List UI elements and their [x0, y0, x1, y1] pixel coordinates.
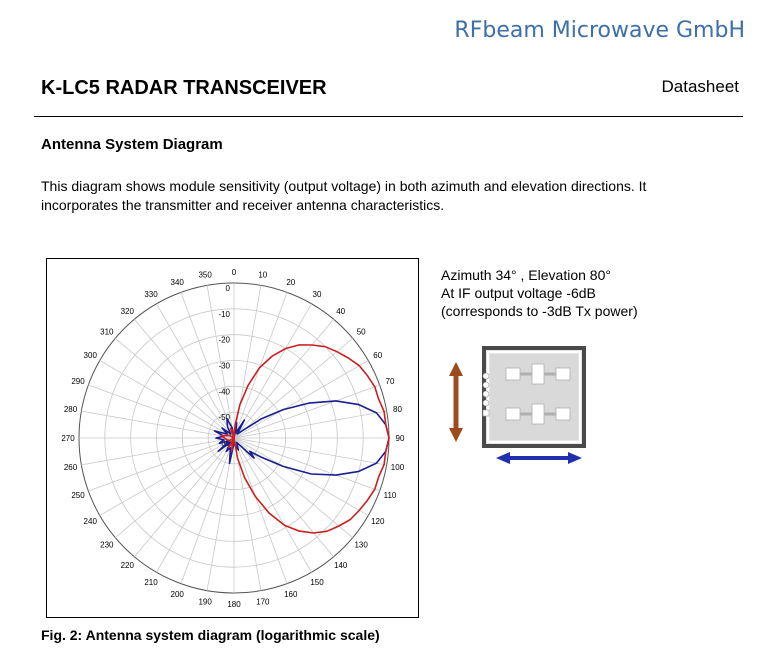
- angle-tick-label: 110: [383, 490, 397, 500]
- angle-tick-label: 180: [227, 600, 241, 609]
- figure-caption: Fig. 2: Antenna system diagram (logarithmic scale): [41, 627, 380, 643]
- company-name: RFbeam Microwave GmbH: [454, 18, 745, 43]
- radial-tick-label: -10: [218, 309, 230, 319]
- angle-tick-label: 40: [336, 306, 346, 316]
- angle-tick-label: 70: [385, 377, 395, 387]
- angle-tick-label: 10: [258, 270, 268, 280]
- angle-tick-label: 160: [284, 589, 298, 599]
- radial-tick-label: -20: [218, 335, 230, 345]
- radial-tick-label: -30: [218, 361, 230, 371]
- antenna-polar-chart: [47, 259, 418, 617]
- angle-tick-label: 190: [198, 597, 212, 607]
- angle-tick-label: 30: [312, 290, 322, 300]
- angle-tick-label: 80: [393, 405, 402, 415]
- module-orientation-diagram: [446, 344, 591, 474]
- angle-tick-label: 120: [371, 517, 385, 526]
- angle-tick-label: 210: [144, 577, 158, 587]
- angle-tick-label: 320: [120, 306, 134, 316]
- angle-tick-label: 300: [83, 351, 97, 360]
- angle-tick-label: 250: [71, 490, 85, 500]
- angle-tick-label: 50: [356, 327, 366, 337]
- radial-tick-label: -40: [218, 387, 230, 397]
- angle-tick-label: 340: [170, 278, 184, 288]
- angle-tick-label: 290: [71, 377, 85, 387]
- beamwidth-note: Azimuth 34° , Elevation 80°: [441, 267, 611, 283]
- angle-tick-label: 90: [395, 434, 405, 443]
- antenna-notes: [441, 266, 638, 320]
- angle-tick-label: 280: [63, 405, 78, 415]
- header-divider: [34, 116, 743, 117]
- angle-tick-label: 350: [198, 270, 212, 280]
- angle-tick-label: 330: [144, 290, 158, 300]
- angle-tick-label: 240: [83, 517, 97, 526]
- polar-chart-frame: [46, 258, 419, 618]
- angle-tick-label: 270: [61, 434, 75, 443]
- angle-tick-label: 220: [120, 561, 134, 571]
- angle-tick-label: 150: [310, 577, 324, 587]
- document-type: Datasheet: [661, 77, 739, 96]
- angle-tick-label: 130: [354, 540, 368, 550]
- radial-tick-label: -50: [218, 413, 230, 423]
- voltage-note: At IF output voltage -6dB: [441, 285, 596, 301]
- angle-tick-label: 200: [170, 589, 184, 599]
- description-paragraph: This diagram shows module sensitivity (output voltage) in both azimuth and elevation directions. It incorporates the transmitter and receiver antenna characteristics.: [41, 178, 647, 213]
- product-title: K-LC5 RADAR TRANSCEIVER: [41, 77, 327, 99]
- angle-tick-label: 170: [256, 597, 270, 607]
- angle-tick-label: 60: [373, 351, 383, 360]
- elevation-arrow-icon: [449, 362, 463, 442]
- angle-tick-label: 230: [100, 540, 114, 550]
- tx-power-note: (corresponds to -3dB Tx power): [441, 303, 638, 319]
- angle-tick-label: 140: [334, 561, 348, 571]
- section-title: Antenna System Diagram: [41, 136, 223, 153]
- angle-tick-label: 310: [100, 327, 114, 337]
- radial-tick-label: -60: [218, 439, 230, 448]
- angle-tick-label: 20: [286, 278, 296, 288]
- angle-tick-label: 260: [63, 462, 78, 472]
- module-icon: [482, 346, 586, 448]
- radial-tick-label: 0: [225, 284, 230, 293]
- elevation-pattern-series: [221, 345, 389, 533]
- angle-tick-label: 0: [231, 268, 237, 277]
- angle-tick-label: 100: [390, 462, 405, 472]
- azimuth-arrow-icon: [496, 452, 582, 464]
